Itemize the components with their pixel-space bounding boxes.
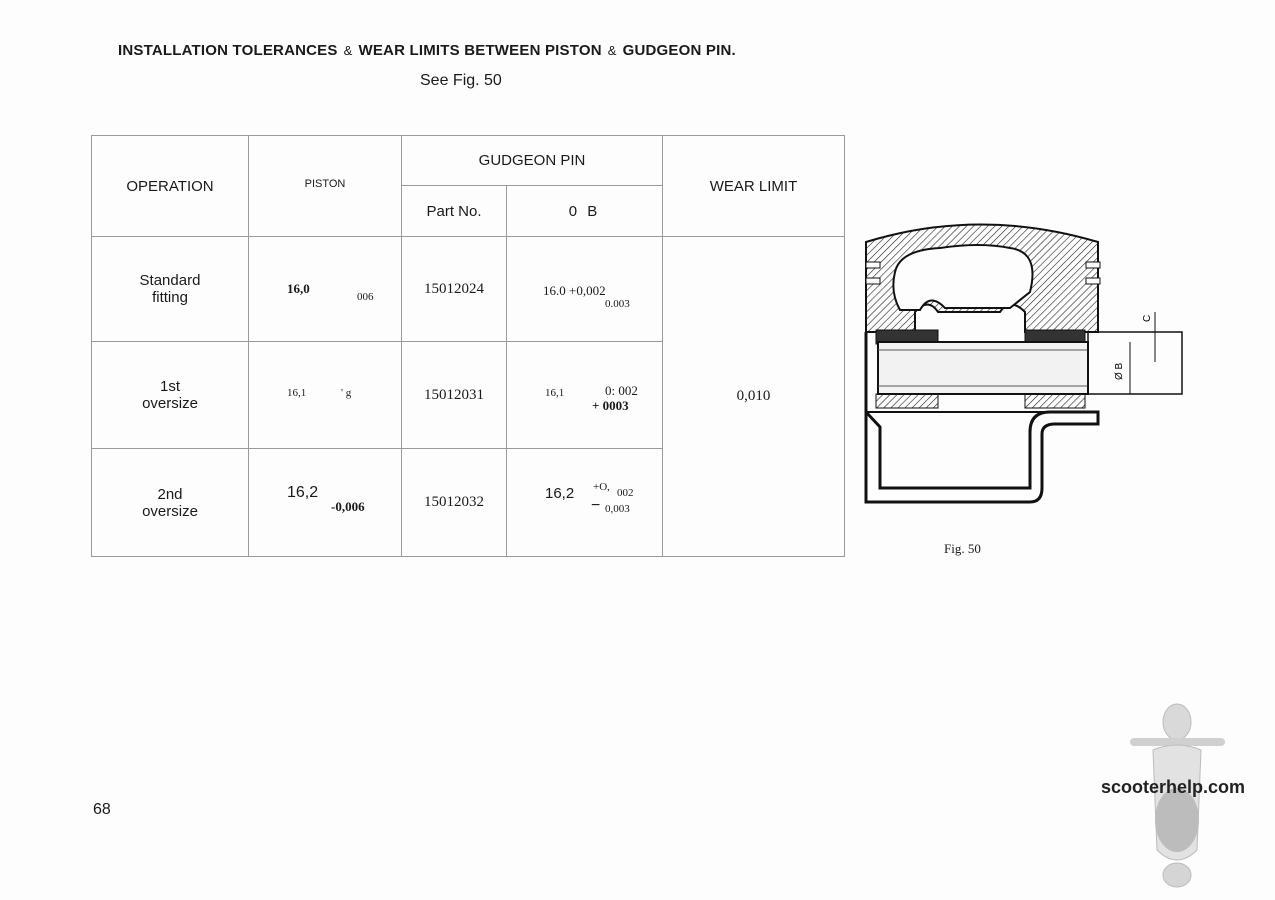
tolerance-table bbox=[91, 135, 845, 557]
piston-value: 16,1 bbox=[287, 387, 307, 399]
pin-tolerance-lower-value: 0,003 bbox=[605, 503, 630, 515]
title-part-3: GUDGEON PIN. bbox=[622, 42, 736, 59]
page-title bbox=[118, 42, 736, 59]
piston-value: 16,2 bbox=[287, 484, 319, 501]
page-subtitle: See Fig. 50 bbox=[420, 72, 502, 89]
part-number-cell: 15012032 bbox=[402, 449, 507, 557]
piston-value: 16,0 bbox=[287, 281, 310, 296]
dimension-b-label: Ø B bbox=[1114, 362, 1125, 380]
pin-tolerance-lower: + 0003 bbox=[592, 398, 629, 413]
part-number-cell: 15012024 bbox=[402, 237, 507, 342]
pin-value: 16.0 +0,002 bbox=[543, 283, 606, 298]
header-wear-limit: WEAR LIMIT bbox=[663, 136, 845, 237]
page-number: 68 bbox=[93, 801, 111, 818]
piston-cell bbox=[249, 342, 402, 449]
part-number-cell: 15012031 bbox=[402, 342, 507, 449]
piston-tolerance: ' g bbox=[341, 387, 352, 399]
header-operation: OPERATION bbox=[92, 136, 249, 237]
table-row bbox=[92, 237, 845, 342]
header-gudgeon-pin: GUDGEON PIN bbox=[402, 136, 663, 186]
ring-groove bbox=[866, 262, 880, 268]
operation-line: oversize bbox=[142, 395, 198, 412]
header-diameter: 0 B bbox=[507, 186, 663, 237]
watermark-text: scooterhelp.com bbox=[1101, 777, 1246, 797]
pin-value: 16,1 bbox=[545, 387, 565, 399]
title-part-1: INSTALLATION TOLERANCES bbox=[118, 42, 338, 59]
operation-cell bbox=[92, 237, 249, 342]
title-ampersand-1: & bbox=[343, 43, 353, 58]
piston-cell bbox=[249, 449, 402, 557]
pin-value: 16,2 bbox=[545, 485, 575, 502]
operation-cell bbox=[92, 342, 249, 449]
piston-diagram bbox=[860, 212, 1190, 512]
pin-cell bbox=[507, 449, 663, 557]
pin-tolerance-upper: 0: 002 bbox=[605, 383, 638, 398]
ring-groove bbox=[866, 278, 880, 284]
figure-caption: Fig. 50 bbox=[944, 541, 981, 556]
header-piston bbox=[249, 136, 402, 237]
header-part-no: Part No. bbox=[402, 186, 507, 237]
ring-groove bbox=[1086, 262, 1100, 268]
piston-tolerance: 006 bbox=[357, 291, 374, 303]
pin-boss-lower-left bbox=[876, 394, 938, 408]
ring-groove bbox=[1086, 278, 1100, 284]
pin-tolerance: 0.003 bbox=[605, 298, 630, 310]
piston-tolerance: -0,006 bbox=[331, 499, 365, 514]
operation-cell bbox=[92, 449, 249, 557]
wear-limit-cell: 0,010 bbox=[663, 237, 845, 557]
piston-cavity bbox=[893, 245, 1032, 310]
pin-boss-lower-right bbox=[1025, 394, 1085, 408]
pin-cell bbox=[507, 237, 663, 342]
pin-extension bbox=[1088, 332, 1182, 394]
operation-line: fitting bbox=[152, 289, 188, 306]
operation-line: 1st bbox=[159, 378, 180, 395]
operation-line: oversize bbox=[142, 502, 198, 520]
pin-cell bbox=[507, 342, 663, 449]
pin-tolerance-upper: +O, bbox=[593, 481, 610, 493]
operation-line: Standard bbox=[139, 272, 201, 289]
title-part-2: WEAR LIMITS BETWEEN PISTON bbox=[358, 42, 602, 59]
pin-tolerance-lower-sign: − bbox=[591, 497, 601, 514]
operation-line: 2nd bbox=[157, 485, 183, 503]
dimension-c-label: C bbox=[1142, 314, 1153, 322]
pin-tolerance-upper-value: 002 bbox=[617, 487, 634, 499]
header-piston-label: PISTON bbox=[304, 177, 346, 190]
title-ampersand-2: & bbox=[607, 43, 617, 58]
piston-cell bbox=[249, 237, 402, 342]
